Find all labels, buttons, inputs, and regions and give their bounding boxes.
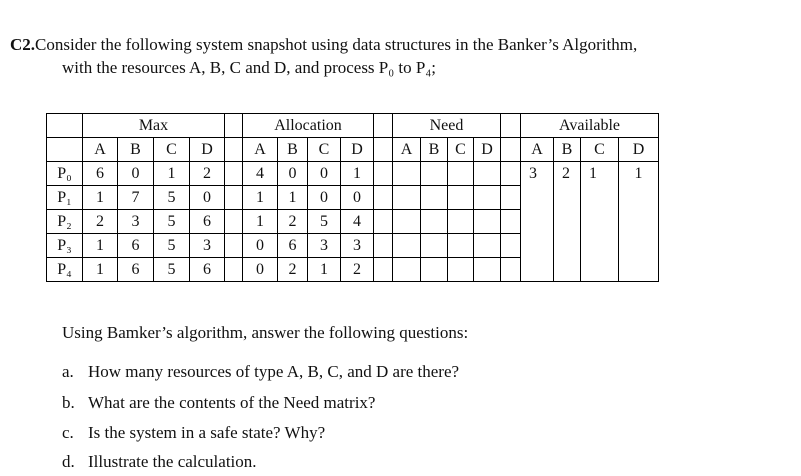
allocation-cell: 0: [278, 162, 308, 186]
need-cell: [448, 258, 474, 282]
max-resource-d: D: [190, 138, 225, 162]
need-cell: [421, 162, 448, 186]
available-resource-b: B: [554, 138, 581, 162]
question-item: [62, 452, 257, 472]
allocation-cell: 1: [243, 210, 278, 234]
max-cell: 7: [118, 186, 154, 210]
need-resource-c: C: [448, 138, 474, 162]
title-line-1: Consider the following system snapshot using data structures in the Banker’s Algorithm,: [35, 35, 638, 54]
spacer-cell: [374, 234, 393, 258]
allocation-cell: 0: [308, 186, 341, 210]
available-resource-a: A: [521, 138, 554, 162]
spacer-cell: [501, 210, 521, 234]
max-resource-b: B: [118, 138, 154, 162]
spacer-cell: [374, 162, 393, 186]
need-cell: [448, 162, 474, 186]
need-resource-d: D: [474, 138, 501, 162]
process-label: P₁: [47, 186, 83, 210]
max-cell: 2: [83, 210, 118, 234]
question-item: [62, 423, 325, 443]
allocation-resource-c: C: [308, 138, 341, 162]
spacer-cell: [225, 234, 243, 258]
allocation-cell: 1: [278, 186, 308, 210]
question-label: c.: [62, 423, 74, 442]
allocation-header: Allocation: [243, 114, 374, 138]
available-cell: 1: [581, 162, 619, 282]
question-text: Illustrate the calculation.: [88, 452, 257, 471]
question-text: How many resources of type A, B, C, and D are there?: [88, 362, 460, 381]
need-cell: [393, 234, 421, 258]
available-cell: 3: [521, 162, 554, 282]
need-cell: [474, 258, 501, 282]
allocation-cell: 2: [278, 210, 308, 234]
need-cell: [474, 210, 501, 234]
spacer-cell: [374, 186, 393, 210]
corner-cell: [47, 138, 83, 162]
process-label: P₃: [47, 234, 83, 258]
question-label: b.: [62, 393, 75, 412]
available-header: Available: [521, 114, 659, 138]
max-cell: 5: [154, 234, 190, 258]
max-cell: 2: [190, 162, 225, 186]
question-label: a.: [62, 362, 74, 381]
bankers-table: [46, 113, 659, 282]
need-cell: [421, 210, 448, 234]
max-header: Max: [83, 114, 225, 138]
question-label: d.: [62, 452, 75, 471]
need-resource-a: A: [393, 138, 421, 162]
intro-text: Using Bamker’s algorithm, answer the following questions:: [62, 323, 469, 342]
allocation-resource-d: D: [341, 138, 374, 162]
need-cell: [393, 258, 421, 282]
max-cell: 6: [83, 162, 118, 186]
allocation-cell: 0: [341, 186, 374, 210]
allocation-cell: 4: [341, 210, 374, 234]
spacer-cell: [225, 162, 243, 186]
max-cell: 0: [118, 162, 154, 186]
spacer-cell: [374, 210, 393, 234]
process-row: [47, 162, 659, 186]
need-cell: [448, 234, 474, 258]
need-cell: [474, 186, 501, 210]
question-item: [62, 362, 459, 382]
max-cell: 1: [83, 258, 118, 282]
allocation-cell: 1: [243, 186, 278, 210]
max-cell: 6: [190, 210, 225, 234]
allocation-cell: 2: [341, 258, 374, 282]
max-cell: 5: [154, 186, 190, 210]
need-cell: [448, 210, 474, 234]
question-text: Is the system in a safe state? Why?: [88, 423, 326, 442]
header-row: [47, 114, 659, 138]
max-cell: 0: [190, 186, 225, 210]
spacer-cell: [501, 162, 521, 186]
max-resource-c: C: [154, 138, 190, 162]
spacer-cell: [501, 234, 521, 258]
need-resource-b: B: [421, 138, 448, 162]
max-cell: 1: [154, 162, 190, 186]
max-cell: 6: [118, 258, 154, 282]
need-header: Need: [393, 114, 501, 138]
resource-row: [47, 138, 659, 162]
question-title: [10, 35, 637, 55]
allocation-cell: 2: [278, 258, 308, 282]
spacer-cell: [501, 138, 521, 162]
spacer-cell: [501, 186, 521, 210]
max-cell: 5: [154, 258, 190, 282]
title-line-2: with the resources A, B, C and D, and process P₀ to P₄;: [62, 58, 437, 77]
need-cell: [421, 186, 448, 210]
allocation-cell: 0: [243, 234, 278, 258]
max-cell: 1: [83, 234, 118, 258]
need-cell: [474, 234, 501, 258]
allocation-cell: 4: [243, 162, 278, 186]
available-cell: 1: [619, 162, 659, 282]
allocation-cell: 3: [308, 234, 341, 258]
spacer-cell: [501, 258, 521, 282]
allocation-cell: 1: [308, 258, 341, 282]
need-cell: [393, 162, 421, 186]
available-resource-c: C: [581, 138, 619, 162]
question-number: C2.: [10, 35, 36, 54]
allocation-cell: 6: [278, 234, 308, 258]
need-cell: [421, 258, 448, 282]
need-cell: [393, 186, 421, 210]
spacer-cell: [374, 138, 393, 162]
need-cell: [474, 162, 501, 186]
process-label: P₂: [47, 210, 83, 234]
allocation-resource-b: B: [278, 138, 308, 162]
available-resource-d: D: [619, 138, 659, 162]
allocation-cell: 5: [308, 210, 341, 234]
allocation-cell: 0: [308, 162, 341, 186]
process-label: P₄: [47, 258, 83, 282]
max-cell: 1: [83, 186, 118, 210]
max-resource-a: A: [83, 138, 118, 162]
spacer-cell: [225, 186, 243, 210]
spacer-cell: [225, 258, 243, 282]
question-item: [62, 393, 375, 413]
max-cell: 3: [118, 210, 154, 234]
allocation-cell: 3: [341, 234, 374, 258]
spacer-cell: [374, 258, 393, 282]
spacer-cell: [225, 210, 243, 234]
question-text: What are the contents of the Need matrix?: [88, 393, 376, 412]
available-cell: 2: [554, 162, 581, 282]
max-cell: 6: [118, 234, 154, 258]
allocation-cell: 0: [243, 258, 278, 282]
spacer-cell: [225, 138, 243, 162]
max-cell: 5: [154, 210, 190, 234]
process-label: P₀: [47, 162, 83, 186]
need-cell: [393, 210, 421, 234]
need-cell: [448, 186, 474, 210]
max-cell: 3: [190, 234, 225, 258]
allocation-resource-a: A: [243, 138, 278, 162]
need-cell: [421, 234, 448, 258]
allocation-cell: 1: [341, 162, 374, 186]
max-cell: 6: [190, 258, 225, 282]
